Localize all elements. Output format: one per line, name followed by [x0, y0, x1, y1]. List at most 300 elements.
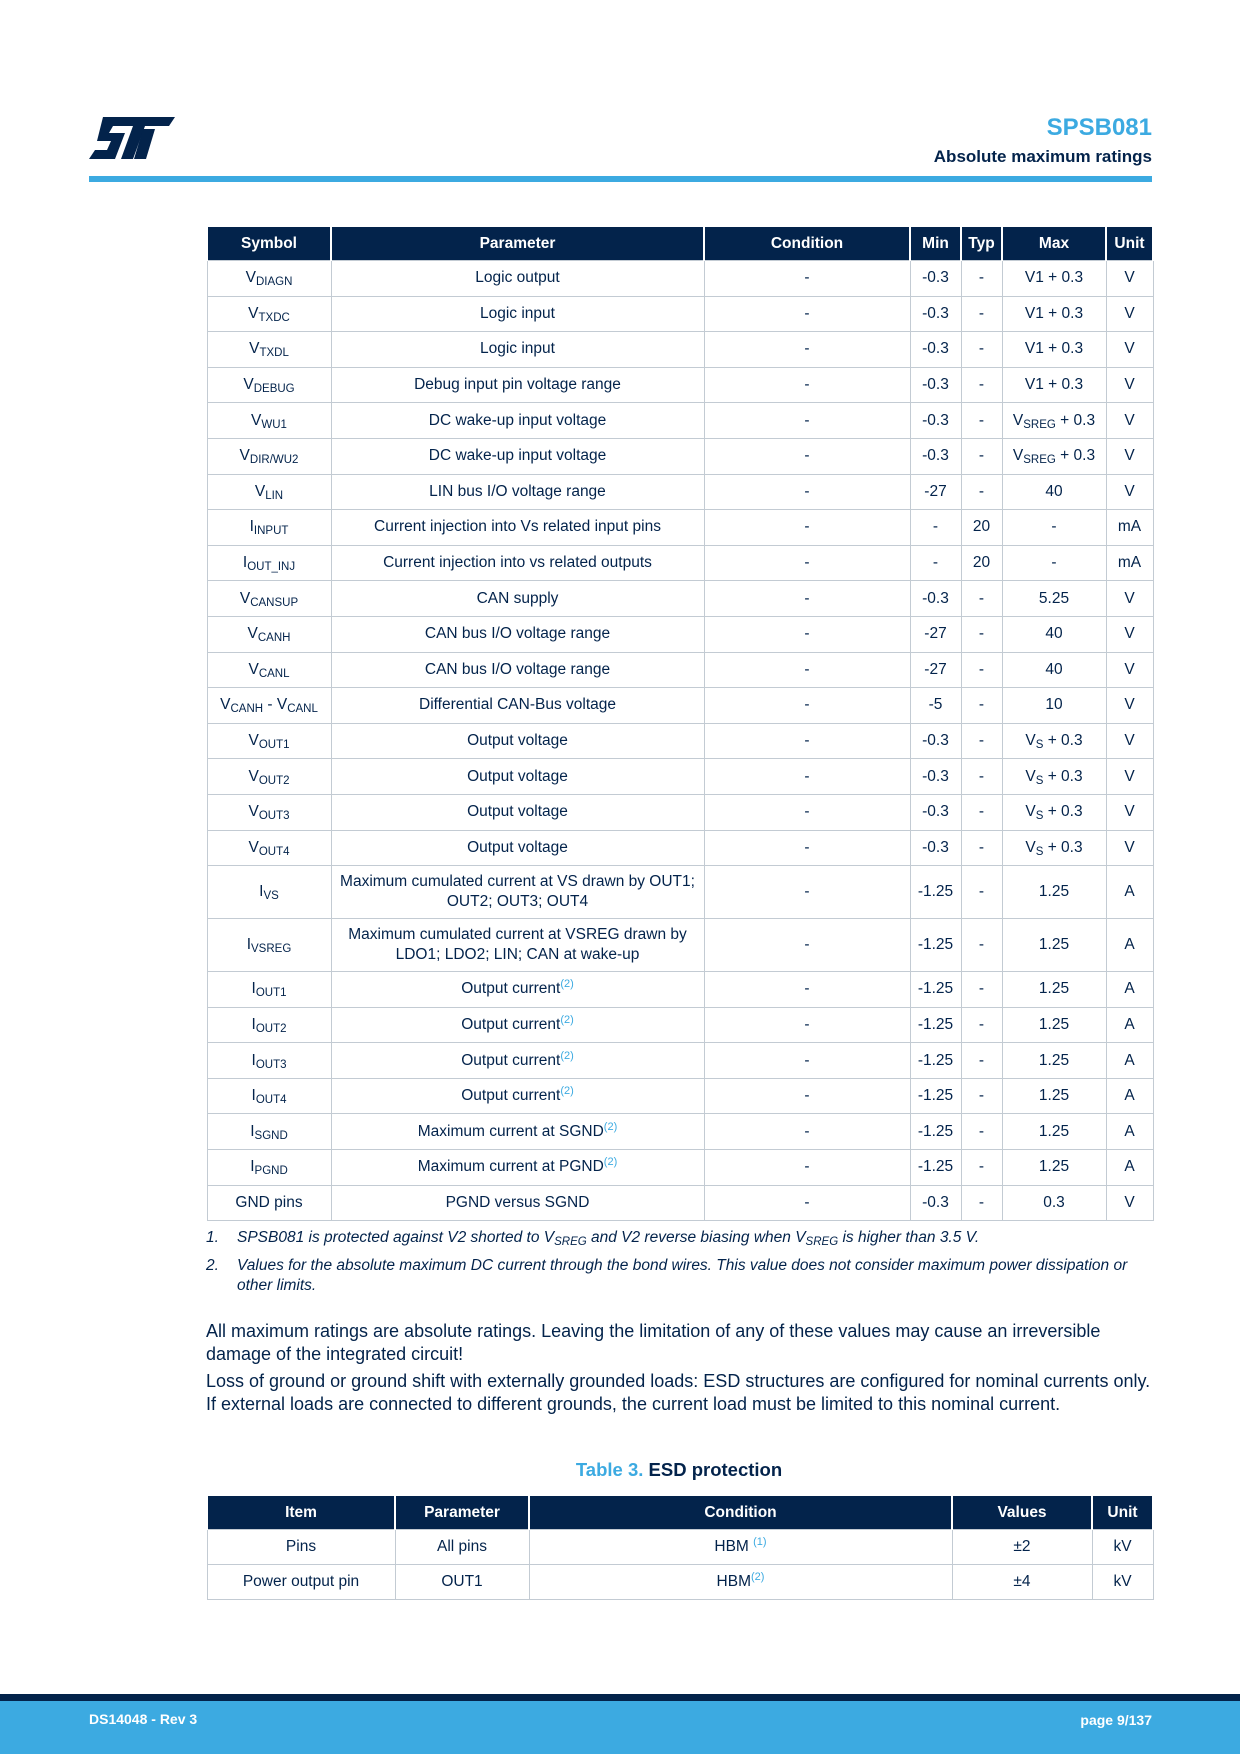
typ-cell: -: [961, 616, 1002, 652]
max-tail: + 0.3: [1043, 803, 1083, 821]
max-cell: [1002, 367, 1106, 403]
unit-cell: V: [1106, 759, 1153, 795]
min-cell: -0.3: [910, 438, 961, 474]
condition-cell: -: [704, 759, 910, 795]
min-cell: -1.25: [910, 1114, 961, 1150]
column-header: Condition: [529, 1496, 952, 1530]
symbol-cell: [207, 830, 331, 866]
parameter-text: Maximum cumulated current at VSREG drawn by LDO1; LDO2; LIN; CAN at wake-up: [348, 926, 687, 964]
typ-cell: 20: [961, 545, 1002, 581]
parameter-cell: [331, 403, 704, 439]
condition-cell: -: [704, 474, 910, 510]
symbol-cell: [207, 1043, 331, 1079]
max-cell: [1002, 830, 1106, 866]
symbol-letter: V: [254, 482, 266, 500]
min-cell: -: [910, 545, 961, 581]
max-cell: [1002, 545, 1106, 581]
parameter-cell: [331, 261, 704, 297]
typ-cell: -: [961, 723, 1002, 759]
min-cell: -: [910, 510, 961, 546]
typ-cell: -: [961, 581, 1002, 617]
parameter-cell: [331, 545, 704, 581]
symbol-letter: V: [243, 376, 254, 394]
footnote-part: SPSB081 is protected against V2 shorted to V: [237, 1229, 555, 1246]
max-cell: [1002, 1150, 1106, 1186]
min-cell: -0.3: [910, 403, 961, 439]
table-row: [207, 759, 1153, 795]
parameter-text: Logic output: [475, 269, 560, 287]
max-value: 1.25: [1038, 1122, 1070, 1140]
footnote-number: 2.: [206, 1257, 219, 1274]
max-cell: [1002, 652, 1106, 688]
max-value: V: [1012, 411, 1024, 429]
footnote-ref: (2): [751, 1571, 765, 1583]
max-subscript: SREG: [1023, 454, 1056, 467]
footnote-subscript: SREG: [554, 1236, 587, 1248]
unit-cell: V: [1106, 794, 1153, 830]
unit-cell: A: [1106, 972, 1153, 1008]
unit-cell: mA: [1106, 510, 1153, 546]
typ-cell: -: [961, 972, 1002, 1008]
symbol-letter: V: [247, 625, 258, 643]
symbol-cell: [207, 438, 331, 474]
typ-cell: -: [961, 1078, 1002, 1114]
table-row: [207, 1043, 1153, 1079]
unit-cell: mA: [1106, 545, 1153, 581]
condition-text: HBM: [714, 1538, 754, 1555]
parameter-cell: [331, 830, 704, 866]
max-value: 10: [1045, 696, 1063, 714]
symbol-subscript: DIAGN: [255, 276, 293, 289]
typ-cell: -: [961, 688, 1002, 724]
symbol-subscript: PGND: [254, 1165, 288, 1178]
section-title: Absolute maximum ratings: [933, 147, 1152, 166]
max-cell: [1002, 510, 1106, 546]
symbol-cell: [207, 545, 331, 581]
symbol-subscript: OUT2: [255, 1022, 287, 1035]
max-value: 1.25: [1038, 1158, 1070, 1176]
table-header-row: [207, 227, 1153, 261]
body-text: [206, 1320, 1152, 1420]
parameter-cell: [331, 510, 704, 546]
st-logo: [89, 117, 175, 167]
symbol-cell: [207, 474, 331, 510]
max-cell: [1002, 972, 1106, 1008]
min-cell: -1.25: [910, 1043, 961, 1079]
symbol-cell: [207, 296, 331, 332]
parameter-text: Debug input pin voltage range: [414, 376, 621, 394]
symbol-subscript: OUT4: [258, 845, 290, 858]
column-header: Item: [207, 1496, 395, 1530]
max-subscript: S: [1035, 774, 1044, 787]
table-footnotes: [206, 1228, 1152, 1304]
symbol-letter: V: [251, 411, 262, 429]
max-cell: [1002, 794, 1106, 830]
table-row: [207, 510, 1153, 546]
page-header: [89, 112, 1152, 182]
max-tail: + 0.3: [1055, 411, 1096, 429]
footnote: [206, 1228, 1152, 1248]
document-title: SPSB081: [1046, 114, 1152, 141]
table-row: [207, 616, 1153, 652]
typ-cell: -: [961, 919, 1002, 972]
symbol-letter: V: [239, 589, 251, 607]
condition-cell: [529, 1565, 952, 1600]
parameter-cell: [331, 919, 704, 972]
condition-cell: -: [704, 296, 910, 332]
parameter-text: CAN bus I/O voltage range: [424, 660, 611, 678]
parameter-text: Output current: [461, 1087, 561, 1105]
parameter-text: Output voltage: [467, 803, 568, 821]
parameter-cell: [331, 367, 704, 403]
parameter-cell: OUT1: [395, 1565, 529, 1600]
table-row: [207, 723, 1153, 759]
parameter-cell: [331, 723, 704, 759]
footnote-ref: (2): [603, 1120, 618, 1133]
symbol-subscript: LIN: [265, 489, 284, 502]
symbol-cell: [207, 1185, 331, 1221]
symbol-letter: I: [251, 980, 256, 998]
min-cell: -27: [910, 652, 961, 688]
min-cell: -0.3: [910, 1185, 961, 1221]
max-value: 1.25: [1038, 1015, 1070, 1033]
parameter-text: CAN supply: [476, 589, 559, 607]
symbol-subscript: TXDC: [258, 311, 290, 324]
max-subscript: S: [1035, 810, 1044, 823]
symbol-cell: [207, 794, 331, 830]
symbol-letter: V: [248, 660, 259, 678]
footnote: [206, 1256, 1152, 1296]
typ-cell: -: [961, 474, 1002, 510]
symbol-cell: [207, 866, 331, 919]
symbol-cell: [207, 723, 331, 759]
parameter-cell: [331, 1185, 704, 1221]
table-row: [207, 1530, 1153, 1565]
max-cell: [1002, 866, 1106, 919]
column-header: Parameter: [331, 227, 704, 261]
typ-cell: -: [961, 403, 1002, 439]
symbol-subscript: VSREG: [251, 943, 292, 956]
max-value: V: [1025, 838, 1036, 856]
condition-cell: -: [704, 794, 910, 830]
footnote-part: is higher than 3.5 V.: [838, 1229, 980, 1246]
document-id: DS14048 - Rev 3: [89, 1711, 198, 1727]
min-cell: -1.25: [910, 1150, 961, 1186]
unit-cell: V: [1106, 438, 1153, 474]
max-value: 5.25: [1038, 589, 1070, 607]
symbol-subscript: OUT3: [255, 1058, 287, 1071]
symbol-letter: GND pins: [235, 1193, 303, 1211]
table-row: [207, 794, 1153, 830]
max-value: 1.25: [1038, 980, 1070, 998]
max-cell: [1002, 332, 1106, 368]
symbol-subscript: DIR/WU2: [249, 454, 299, 467]
condition-cell: -: [704, 545, 910, 581]
footnote-part: Values for the absolute maximum DC current through the bond wires. This value does not consider maximum power dissipation or other limits.: [237, 1257, 1128, 1294]
max-value: -: [1051, 518, 1057, 536]
condition-cell: -: [704, 866, 910, 919]
parameter-text: Differential CAN-Bus voltage: [419, 696, 616, 714]
min-cell: -0.3: [910, 581, 961, 617]
condition-cell: -: [704, 1150, 910, 1186]
column-header: Unit: [1106, 227, 1153, 261]
symbol-cell: [207, 261, 331, 297]
unit-cell: A: [1106, 1150, 1153, 1186]
max-cell: [1002, 723, 1106, 759]
min-cell: -27: [910, 474, 961, 510]
symbol-letter: I: [242, 554, 248, 572]
footnote-ref: (2): [560, 1013, 574, 1026]
typ-cell: -: [961, 1007, 1002, 1043]
typ-cell: -: [961, 261, 1002, 297]
footnote-text: [237, 1229, 979, 1246]
symbol-cell: [207, 688, 331, 724]
column-header: Values: [952, 1496, 1092, 1530]
symbol-subscript: WU1: [261, 418, 287, 431]
min-cell: -1.25: [910, 866, 961, 919]
unit-cell: A: [1106, 919, 1153, 972]
symbol-letter: I: [250, 1158, 255, 1176]
max-value: 40: [1045, 660, 1063, 678]
max-cell: [1002, 616, 1106, 652]
symbol-letter: I: [251, 1051, 256, 1069]
condition-cell: -: [704, 652, 910, 688]
max-value: V: [1025, 767, 1036, 785]
max-cell: [1002, 296, 1106, 332]
max-value: V1 + 0.3: [1024, 340, 1084, 358]
condition-cell: -: [704, 261, 910, 297]
max-subscript: S: [1035, 739, 1044, 752]
max-value: 0.3: [1043, 1193, 1065, 1211]
min-cell: -1.25: [910, 919, 961, 972]
symbol-subscript: OUT3: [258, 810, 290, 823]
max-value: V1 + 0.3: [1024, 269, 1084, 287]
max-value: 40: [1045, 625, 1063, 643]
symbol-cell: [207, 1078, 331, 1114]
typ-cell: -: [961, 1185, 1002, 1221]
typ-cell: -: [961, 438, 1002, 474]
symbol-subscript: DEBUG: [253, 383, 295, 396]
unit-cell: V: [1106, 367, 1153, 403]
max-value: -: [1051, 554, 1057, 572]
min-cell: -1.25: [910, 972, 961, 1008]
table-row: [207, 1565, 1153, 1600]
typ-cell: -: [961, 759, 1002, 795]
symbol-letter: I: [251, 1087, 256, 1105]
max-cell: [1002, 261, 1106, 297]
table-row: [207, 830, 1153, 866]
footnote-ref: (2): [560, 1049, 574, 1062]
min-cell: -0.3: [910, 261, 961, 297]
unit-cell: A: [1106, 1078, 1153, 1114]
typ-cell: -: [961, 1043, 1002, 1079]
unit-cell: A: [1106, 866, 1153, 919]
symbol-letter: V: [248, 767, 259, 785]
typ-cell: -: [961, 794, 1002, 830]
max-cell: [1002, 759, 1106, 795]
unit-cell: V: [1106, 296, 1153, 332]
condition-cell: -: [704, 1185, 910, 1221]
unit-cell: V: [1106, 332, 1153, 368]
symbol-cell: [207, 332, 331, 368]
symbol-letter: V: [248, 732, 259, 750]
condition-cell: -: [704, 616, 910, 652]
parameter-text: Output current: [461, 1051, 561, 1069]
max-value: V: [1012, 447, 1024, 465]
symbol-letter: V: [249, 340, 260, 358]
footnote-part: and V2 reverse biasing when V: [586, 1229, 806, 1246]
min-cell: -5: [910, 688, 961, 724]
parameter-cell: [331, 581, 704, 617]
min-cell: -0.3: [910, 296, 961, 332]
unit-cell: A: [1106, 1043, 1153, 1079]
symbol-subscript: CANH: [257, 632, 291, 645]
unit-cell: kV: [1092, 1530, 1153, 1565]
item-cell: Pins: [207, 1530, 395, 1565]
symbol-cell: [207, 403, 331, 439]
column-header: Symbol: [207, 227, 331, 261]
max-value: 1.25: [1038, 1087, 1070, 1105]
symbol-subscript: INPUT: [253, 525, 289, 538]
parameter-cell: [331, 1150, 704, 1186]
table-row: [207, 1150, 1153, 1186]
max-tail: + 0.3: [1055, 447, 1096, 465]
condition-cell: -: [704, 1043, 910, 1079]
min-cell: -0.3: [910, 723, 961, 759]
table-row: [207, 296, 1153, 332]
typ-cell: -: [961, 367, 1002, 403]
symbol-cell: [207, 759, 331, 795]
table-row: [207, 332, 1153, 368]
parameter-text: DC wake-up input voltage: [428, 447, 607, 465]
column-header: Min: [910, 227, 961, 261]
unit-cell: V: [1106, 652, 1153, 688]
unit-cell: V: [1106, 1185, 1153, 1221]
unit-cell: A: [1106, 1007, 1153, 1043]
symbol-cell: [207, 1114, 331, 1150]
parameter-text: Logic input: [480, 304, 555, 322]
value-cell: ±4: [952, 1565, 1092, 1600]
footer-rule: [0, 1694, 1240, 1701]
parameter-cell: [331, 438, 704, 474]
max-value: V: [1025, 803, 1036, 821]
table-row: [207, 1078, 1153, 1114]
max-cell: [1002, 438, 1106, 474]
symbol-letter: V: [220, 696, 231, 714]
unit-cell: kV: [1092, 1565, 1153, 1600]
table-row: [207, 403, 1153, 439]
condition-cell: -: [704, 510, 910, 546]
typ-cell: -: [961, 296, 1002, 332]
column-header: Typ: [961, 227, 1002, 261]
symbol-cell: [207, 972, 331, 1008]
condition-cell: -: [704, 403, 910, 439]
table-row: [207, 367, 1153, 403]
symbol-letter: V: [245, 269, 256, 287]
symbol-letter: - V: [263, 696, 288, 714]
footnote-ref: (2): [603, 1156, 618, 1169]
unit-cell: V: [1106, 723, 1153, 759]
footnote-text: [237, 1257, 1127, 1294]
condition-cell: -: [704, 367, 910, 403]
condition-text: HBM: [716, 1573, 751, 1590]
table-row: [207, 545, 1153, 581]
max-subscript: S: [1035, 845, 1044, 858]
max-value: V1 + 0.3: [1024, 376, 1084, 394]
symbol-letter: V: [248, 803, 259, 821]
paragraph: All maximum ratings are absolute ratings. Leaving the limitation of any of these values may cause an irreversible damage of the integrated circuit!: [206, 1321, 1101, 1364]
parameter-text: Current injection into Vs related input pins: [374, 518, 661, 536]
unit-cell: V: [1106, 616, 1153, 652]
parameter-cell: All pins: [395, 1530, 529, 1565]
symbol-subscript: OUT4: [255, 1094, 287, 1107]
item-cell: Power output pin: [207, 1565, 395, 1600]
table-caption-label: Table 3.: [575, 1459, 644, 1480]
min-cell: -0.3: [910, 367, 961, 403]
table-row: [207, 972, 1153, 1008]
paragraph: Loss of ground or ground shift with externally grounded loads: ESD structures are configured for nominal currents only. If external loads are connected to different grounds, the current load must be limited to this nominal current.: [206, 1371, 1151, 1414]
page-number: page 9/137: [1080, 1712, 1152, 1728]
max-value: 1.25: [1038, 1051, 1070, 1069]
symbol-subscript: TXDL: [259, 347, 289, 360]
table-header-row: [207, 1496, 1153, 1530]
symbol-letter: V: [239, 447, 250, 465]
symbol-cell: [207, 1007, 331, 1043]
unit-cell: A: [1106, 1114, 1153, 1150]
unit-cell: V: [1106, 403, 1153, 439]
parameter-cell: [331, 1114, 704, 1150]
max-tail: + 0.3: [1043, 838, 1083, 856]
condition-cell: -: [704, 919, 910, 972]
symbol-cell: [207, 652, 331, 688]
symbol-cell: [207, 581, 331, 617]
max-cell: [1002, 1007, 1106, 1043]
symbol-subscript: VS: [263, 890, 279, 903]
max-cell: [1002, 403, 1106, 439]
parameter-text: Output current: [461, 1015, 561, 1033]
symbol-letter: V: [248, 304, 259, 322]
parameter-cell: [331, 972, 704, 1008]
condition-cell: -: [704, 1007, 910, 1043]
table-row: [207, 652, 1153, 688]
max-tail: + 0.3: [1043, 732, 1083, 750]
table-row: [207, 581, 1153, 617]
typ-cell: -: [961, 332, 1002, 368]
table-row: [207, 688, 1153, 724]
table-row: [207, 866, 1153, 919]
parameter-text: Output voltage: [467, 838, 568, 856]
symbol-letter: I: [251, 1015, 256, 1033]
parameter-text: CAN bus I/O voltage range: [424, 625, 611, 643]
table-row: [207, 1114, 1153, 1150]
min-cell: -27: [910, 616, 961, 652]
max-cell: [1002, 919, 1106, 972]
footnote-ref: (2): [560, 978, 574, 991]
parameter-cell: [331, 332, 704, 368]
table-caption-title: ESD protection: [643, 1459, 783, 1480]
max-value: 1.25: [1038, 936, 1070, 954]
unit-cell: V: [1106, 830, 1153, 866]
unit-cell: V: [1106, 474, 1153, 510]
max-value: V1 + 0.3: [1024, 304, 1084, 322]
symbol-letter: I: [249, 518, 254, 536]
max-cell: [1002, 688, 1106, 724]
typ-cell: -: [961, 1114, 1002, 1150]
parameter-cell: [331, 616, 704, 652]
condition-cell: -: [704, 830, 910, 866]
parameter-text: Output voltage: [467, 767, 568, 785]
typ-cell: -: [961, 652, 1002, 688]
